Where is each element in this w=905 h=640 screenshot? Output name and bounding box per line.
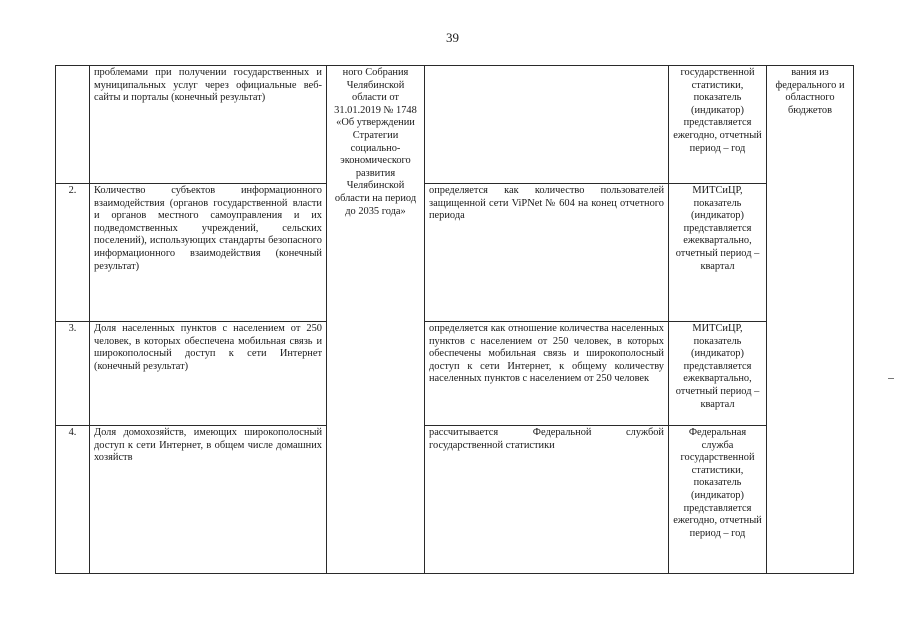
row-number: 3. bbox=[68, 323, 77, 334]
calculation-method-cell bbox=[425, 426, 669, 574]
table-row bbox=[56, 66, 854, 184]
row-number-cell bbox=[56, 184, 90, 322]
page-number: 39 bbox=[446, 30, 459, 45]
row-number-cell bbox=[56, 66, 90, 184]
indicators-table bbox=[55, 65, 854, 574]
calculation-method: определяется как отношение количества населенных пунктов с населением от 250 человек, в которых обеспечены мобильная связь и широкополосный доступ к сети Интернет, к общему количеству населенных пунктов с населением от 250 человек bbox=[429, 323, 664, 385]
table-row bbox=[56, 322, 854, 426]
data-source: МИТСиЦР, показатель (индикатор) представляется ежеквартально, отчетный период – квартал bbox=[675, 323, 760, 410]
calculation-method-cell bbox=[425, 322, 669, 426]
indicator-name-cell bbox=[90, 426, 327, 574]
document-reference: ного Собрания Челябинской области от 31.01.2019 № 1748 «Об утверждении Стратегии социально-экономического развития Челябинской области на период до 2035 года» bbox=[334, 67, 417, 217]
indicator-name: Доля населенных пунктов с населением от 250 человек, в которых обеспечена мобильная связь и широкополосный доступ к сети Интернет (конечный результат) bbox=[94, 323, 322, 372]
indicator-name-cell bbox=[90, 66, 327, 184]
calculation-method: рассчитывается Федеральной службой государственной статистики bbox=[429, 427, 664, 451]
scan-margin-mark bbox=[888, 378, 894, 379]
data-source: Федеральная служба государственной статистики, показатель (индикатор) представляется ежегодно, отчетный период – год bbox=[673, 427, 762, 539]
row-number-cell bbox=[56, 322, 90, 426]
calculation-method: определяется как количество пользователей защищенной сети ViPNet № 604 на конец отчетного периода bbox=[429, 185, 664, 222]
data-source-cell bbox=[669, 426, 767, 574]
row-number: 2. bbox=[68, 185, 77, 196]
indicator-name: проблемами при получении государственных и муниципальных услуг через официальные веб-сайты и порталы (конечный результат) bbox=[94, 67, 322, 104]
calculation-method-cell bbox=[425, 66, 669, 184]
data-source: государственной статистики, показатель (индикатор) представляется ежегодно, отчетный период – год bbox=[673, 67, 762, 154]
table-row bbox=[56, 184, 854, 322]
row-number: 4. bbox=[68, 427, 77, 438]
indicator-name-cell bbox=[90, 322, 327, 426]
data-source-cell bbox=[669, 322, 767, 426]
funding-cell bbox=[767, 66, 854, 574]
document-cell bbox=[327, 66, 425, 574]
data-source: МИТСиЦР, показатель (индикатор) представляется ежеквартально, отчетный период – квартал bbox=[675, 185, 760, 272]
indicator-name-cell bbox=[90, 184, 327, 322]
data-source-cell bbox=[669, 66, 767, 184]
data-source-cell bbox=[669, 184, 767, 322]
indicator-name: Доля домохозяйств, имеющих широкополосный доступ к сети Интернет, в общем числе домашних хозяйств bbox=[94, 427, 322, 464]
row-number-cell bbox=[56, 426, 90, 574]
table-row bbox=[56, 426, 854, 574]
funding-text: вания из федерального и областного бюджетов bbox=[775, 67, 845, 116]
indicator-name: Количество субъектов информационного взаимодействия (органов государственной власти и органов местного самоуправления и их подведомственных учреждений, сельских поселений), использующих стандарты безопасного информационного взаимодействия (конечный результат) bbox=[94, 185, 322, 272]
calculation-method-cell bbox=[425, 184, 669, 322]
